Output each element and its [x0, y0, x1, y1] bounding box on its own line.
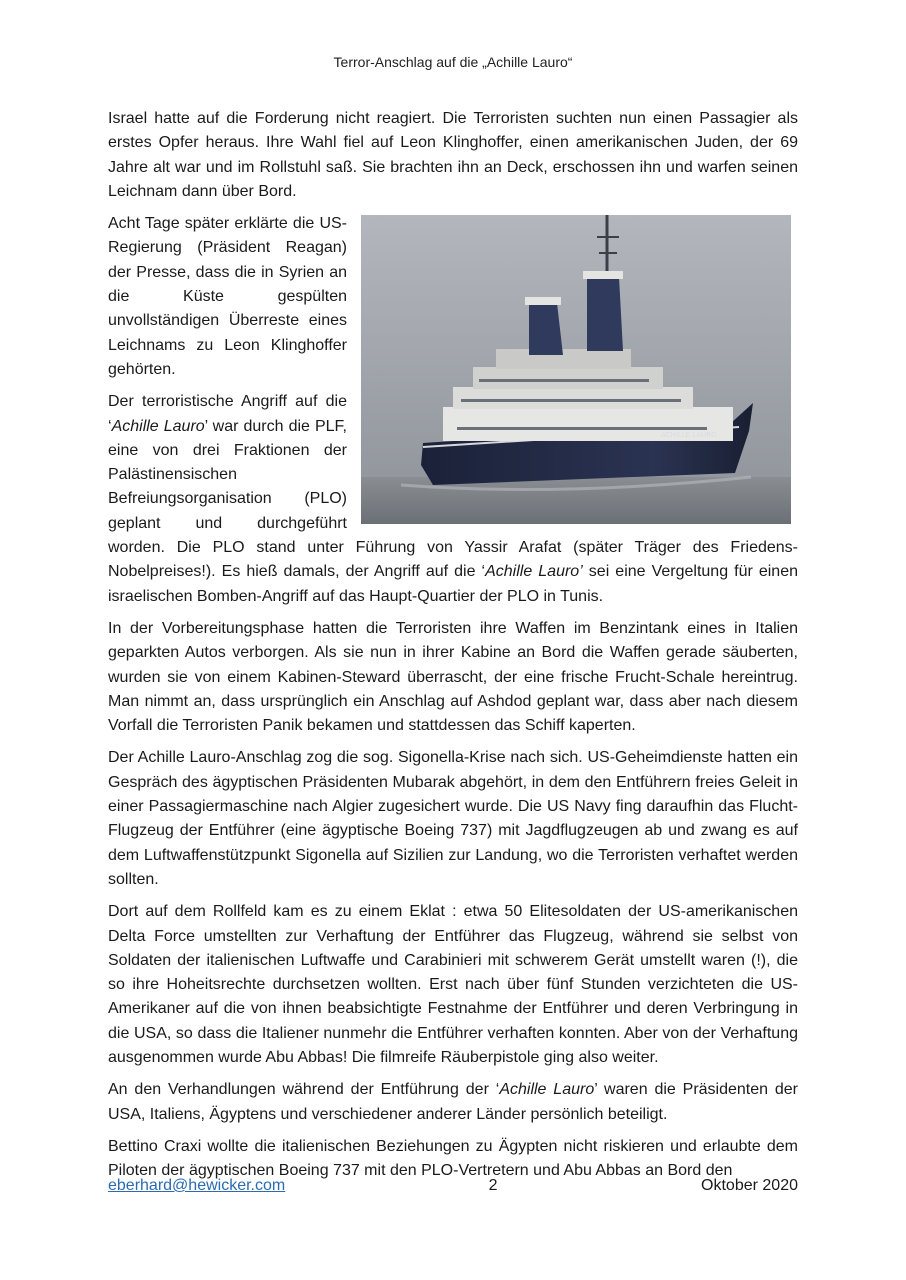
- page-number: 2: [488, 1177, 498, 1194]
- page-header: Terror-Anschlag auf die „Achille Lauro“: [333, 54, 573, 70]
- author-email-link[interactable]: eberhard@hewicker.com: [108, 1177, 286, 1194]
- hull-name-label: ACHILLE LAURO: [661, 431, 717, 440]
- paragraph: Acht Tage später erklärte die US-Regierung (Präsident Reagan) der Presse, dass die in Syrien an die Küste gespülten unvollständigen Überreste eines Leichnams zu Leon Klinghoffer gehörten.: [108, 215, 347, 378]
- ship-photo: [361, 215, 791, 524]
- paragraph: In der Vorbereitungsphase hatten die Terroristen ihre Waffen im Benzintank eines in Italien geparkten Autos verborgen. Als sie nun in ihrer Kabine an Bord die Waffen gerade säuberten, wurden sie von einem Kabinen-Steward überrascht, der eine frische Frucht-Schale hereintrug. Man nimmt an, dass ursprünglich ein Anschlag auf Ashdod geplant war, dass aber nach diesem Vorfall die Terroristen Panik bekamen und stattdessen das Schiff kaperten.: [108, 619, 798, 735]
- document-body: [108, 107, 798, 1191]
- paragraph: Der terroristische Angriff auf die ‘Achille Lauro’ war durch die PLF, eine von drei Fraktionen der Palästinensischen Befreiungsorganisation (PLO) geplant und durchgeführt worden. Die PLO stand unter Führung von Yassir Arafat (später Träger des Friedens-Nobelpreises!). Es hieß damals, der Angriff auf die ‘Achille Lauro’ sei eine Vergeltung für einen israelischen Bomben-Angriff auf das Haupt-Quartier der PLO in Tunis.: [108, 393, 799, 605]
- paragraph: Der Achille Lauro-Anschlag zog die sog. Sigonella-Krise nach sich. US-Geheimdienste hatten ein Gespräch des ägyptischen Präsidenten Mubarak abgehört, in dem den Entführern freies Geleit in einer Passagiermaschine nach Algier zugesichert wurde. Die US Navy fing daraufhin das Flucht-Flugzeug der Entführer (eine ägyptische Boeing 737) mit Jagdflugzeugen ab und zwang es auf dem Luftwaffenstützpunkt Sigonella auf Sizilien zur Landung, wo die Terroristen verhaftet werden sollten.: [108, 749, 798, 888]
- paragraph: Israel hatte auf die Forderung nicht reagiert. Die Terroristen suchten nun einen Passagier als erstes Opfer heraus. Ihre Wahl fiel auf Leon Klinghoffer, einen amerikanischen Juden, der 69 Jahre alt war und im Rollstuhl saß. Sie brachten ihn an Deck, erschossen ihn und warfen seinen Leichnam dann über Bord.: [108, 110, 798, 200]
- paragraph: An den Verhandlungen während der Entführung der ‘Achille Lauro’ waren die Präsidenten der USA, Italiens, Ägyptens und verschiedener anderer Länder persönlich beteiligt.: [108, 1081, 799, 1123]
- footer-date: Oktober 2020: [701, 1177, 798, 1194]
- paragraph: Dort auf dem Rollfeld kam es zu einem Eklat : etwa 50 Elitesoldaten der US-amerikanischen Delta Force umstellten zur Verhaftung der Entführer das Flugzeug, während sie selbst von Soldaten der italienischen Luftwaffe und Carabinieri mit schwerem Gerät umstellt waren (!), die so ihre Hoheitsrechte durchsetzen wollten. Erst nach über fünf Stunden verzichteten die US-Amerikaner auf die von ihnen beabsichtigte Festnahme der Entführer und deren Verbringung in die USA, so dass die Italiener nunmehr die Entführer verhaften konnten. Aber von der Verhaftung ausgenommen wurde Abu Abbas! Die filmreife Räuberpistole ging also weiter.: [108, 903, 798, 1066]
- paragraph: Bettino Craxi wollte die italienischen Beziehungen zu Ägypten nicht riskieren und erlaubte dem Piloten der ägyptischen Boeing 737 mit den PLO-Vertretern und Abu Abbas an Bord den: [108, 1137, 798, 1180]
- page-footer: [108, 1177, 798, 1195]
